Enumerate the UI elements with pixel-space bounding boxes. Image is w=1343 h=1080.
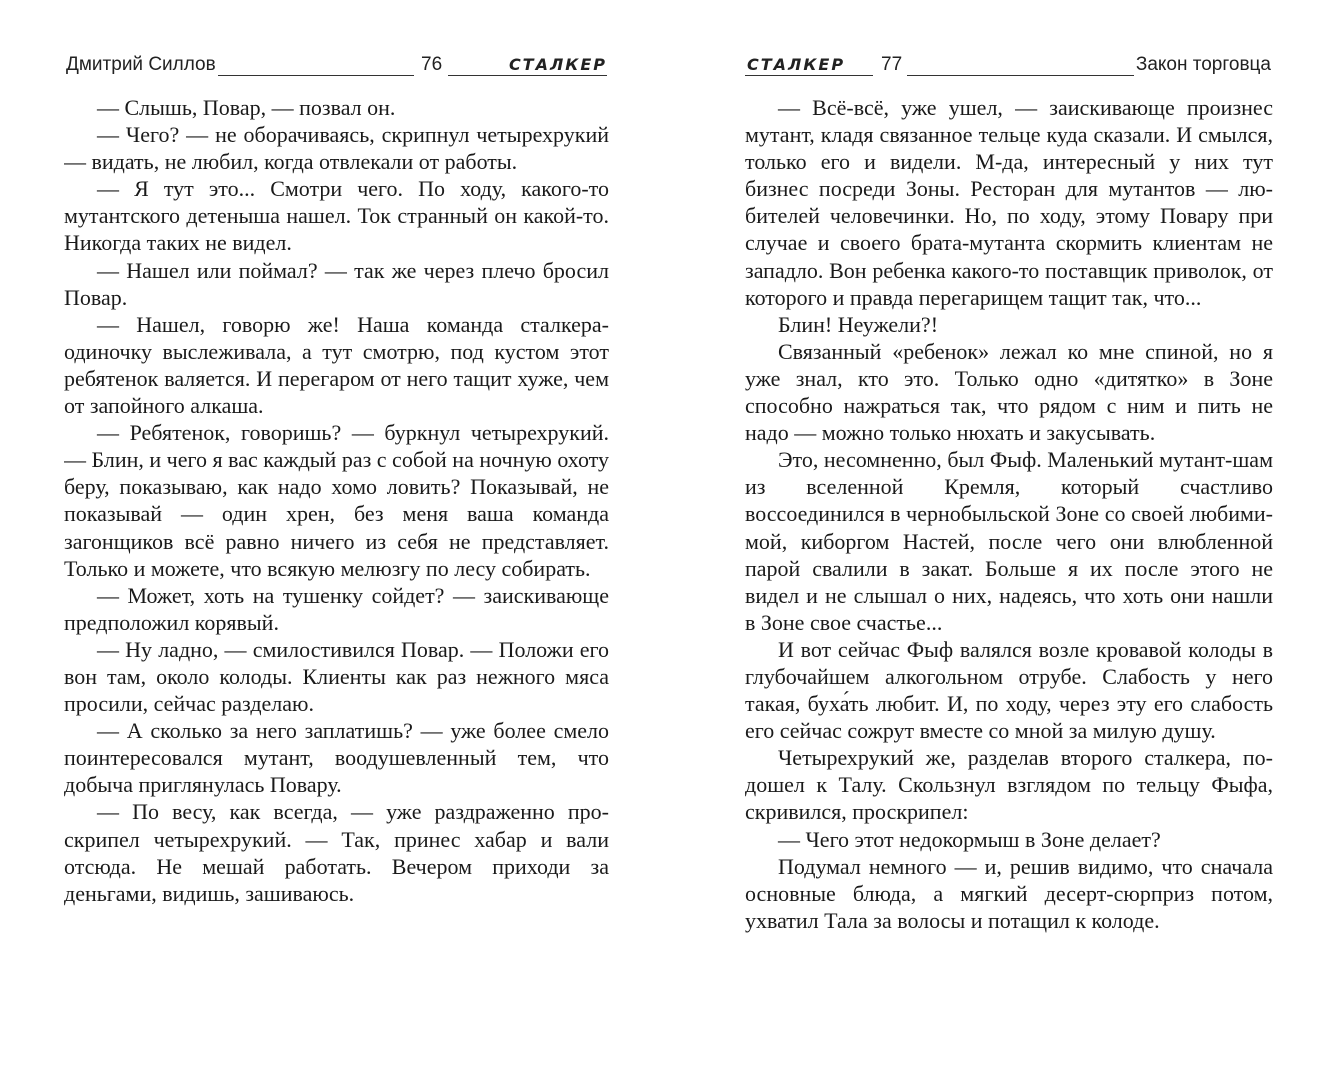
paragraph: Четырехрукий же, разделав второго сталкера, подошел к Талу. Скользнул взглядом по тельцу Фыфа, скривился, проскрипел: [745,745,1273,825]
paragraph: — Ребятенок, говоришь? — буркнул четырехрукий. — Блин, и чего я вас каждый раз с собой на ночную охоту беру, показываю, как надо хомо ловить? Показывай, не показывай — один хрен, без меня ваша команда загонщиков всё равно ничего из себя не представляет. Только и можете, что всякую мелюзгу по лесу собирать. [64,420,609,581]
series-name: СТАЛКЕР [747,55,846,74]
paragraph: — Слышь, Повар, — позвал он. [97,95,396,120]
paragraph: Блин! Неужели?! [778,311,939,337]
right-body-text [745,94,1273,934]
author-name: Дмитрий Силлов [66,54,216,75]
page-number: 77 [881,54,903,75]
left-body-text [64,94,609,907]
right-running-head [745,40,1273,78]
header-rule [448,75,607,76]
left-page [64,40,609,1050]
page-number: 76 [421,54,443,75]
header-rule [745,75,873,76]
paragraph: — Нашел, говорю же! Наша команда сталкераодиночку выслеживала, а тут смотрю, под кустом этот ребятенок валяется. И перегаром от него тащит хуже, чем от запойного алкаша. [64,311,609,419]
paragraph: — Чего? — не оборачиваясь, скрипнул четырехрукий — видать, не любил, когда отвлекали от работы. [64,122,609,175]
paragraph: Подумал немного — и, решив видимо, что сначала основные блюда, а мягкий десерт-сюрприз потом, ухватил Тала за волосы и потащил к колоде. [745,853,1273,933]
paragraph: — Нашел или поймал? — так же через плечо бросил Повар. [64,257,609,310]
paragraph: — Я тут это... Смотри чего. По ходу, какого-то мутантского детеныша нашел. Ток странный он какой-то. Никогда таких не видел. [64,176,609,256]
paragraph: — Может, хоть на тушенку сойдет? — заискивающе предположил корявый. [64,582,609,635]
paragraph: Связанный «ребенок» лежал ко мне спиной, но я уже знал, кто это. Только одно «дитятко» в Зоне способно нажраться так, что рядом с ним и пить не надо — можно только нюхать и закусывать. [745,338,1273,446]
paragraph: — Чего этот недокормыш в Зоне делает? [778,826,1161,852]
left-running-head [64,40,609,78]
paragraph: И вот сейчас Фыф валялся возле кровавой колоды в глубочайшем алкогольном отрубе. Слабость у него такая, буха́ть любит. И, по ходу, через эту его слабость его сейчас сожрут вместе со мной за милую душу. [745,636,1273,744]
right-page [745,40,1273,1050]
chapter-title: Закон торговца [1135,54,1271,75]
series-name: СТАЛКЕР [508,55,607,74]
paragraph: — По весу, как всегда, — уже раздраженно проскрипел четырехрукий. — Так, принес хабар и вали отсюда. Не мешай работать. Вечером приходи за деньгами, видишь, зашиваюсь. [64,799,609,906]
paragraph: — Ну ладно, — смилостивился Повар. — Положи его вон там, около колоды. Клиенты как раз нежного мяса просили, сейчас разделаю. [64,636,609,717]
paragraph: — А сколько за него заплатишь? — уже более смело поинтересовался мутант, воодушевленный тем, что добыча приглянулась Повару. [64,718,609,798]
paragraph: Это, несомненно, был Фыф. Маленький мутант-шам из вселенной Кремля, который счастливо воссоединился в чернобыльской Зоне со своей любимимой, киборгом Настей, после чего они влюбленной парой свалили в закат. Больше я их после этого не видел и не слышал о них, надеясь, что хоть они нашли в Зоне свое счастье... [745,447,1273,635]
paragraph: — Всё-всё, уже ушел, — заискивающе произнес мутант, кладя связанное тельце куда сказали. И смылся, только его и видели. М-да, интересный у них тут бизнес посреди Зоны. Ресторан для мутантов — любителей человечинки. Но, по ходу, этому Повару при случае и своего брата-мутанта скормить клиентам не западло. Вон ребенка какого-то поставщик приволок, от которого и правда перегарищем тащит так, что... [745,95,1273,310]
